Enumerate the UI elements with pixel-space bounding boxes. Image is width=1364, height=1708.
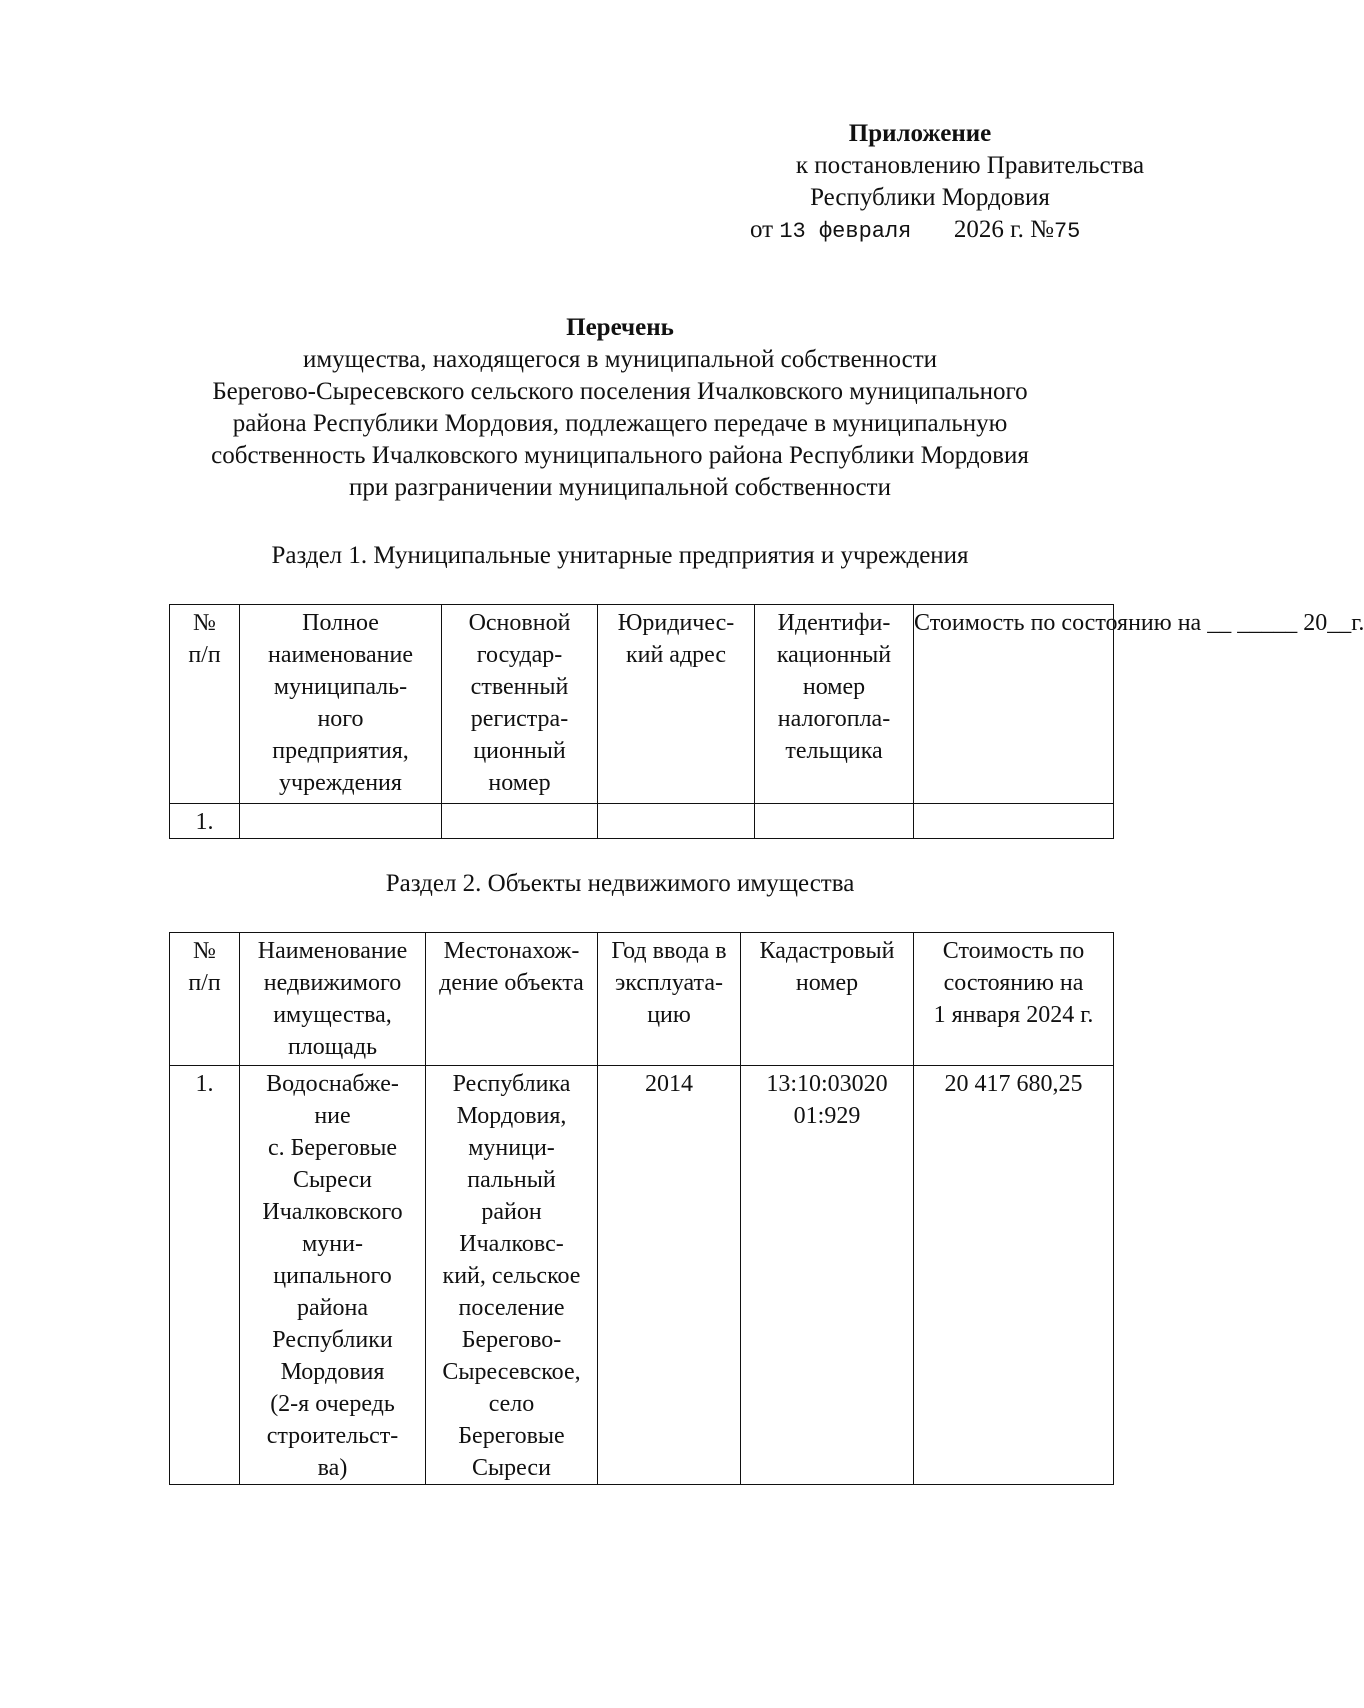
- section2-title: Раздел 2. Объекты недвижимого имущества: [385, 870, 855, 897]
- section2-header-row: [170, 933, 1114, 1066]
- table-row: [170, 1066, 1114, 1485]
- table-cell: [755, 804, 914, 839]
- section2-table: [169, 932, 1114, 1485]
- decree-number: 75: [1053, 219, 1081, 244]
- section1-header-row: [170, 605, 1114, 804]
- table-cell: 13:10:03020 01:929: [741, 1066, 914, 1485]
- section1-table: [169, 604, 1364, 839]
- table-cell: Республика Мордовия, муници- пальный район Ичалковс- кий, сельское поселение Берегово- Сыресевское, село Береговые Сыреси: [426, 1066, 598, 1485]
- heading-line: при разграничении муниципальной собственности: [349, 474, 891, 501]
- table-cell: [442, 804, 598, 839]
- header-cell: Идентифи- кационный номер налогопла- тельщика: [755, 605, 914, 804]
- date-prefix: от: [750, 216, 774, 243]
- header-cell: Стоимость по состоянию на 1 января 2024 г.: [914, 933, 1114, 1066]
- table-cell: 2014: [598, 1066, 741, 1485]
- document-heading: [140, 312, 1100, 504]
- document-title: Перечень: [566, 314, 674, 341]
- header-cell: Юридичес- кий адрес: [598, 605, 755, 804]
- header-cell: Стоимость по состоянию на __ _____ 20__г.: [914, 605, 1114, 804]
- header-cell: Местонахож- дение объекта: [426, 933, 598, 1066]
- table-cell: [914, 804, 1114, 839]
- table-cell: Водоснабже- ние с. Береговые Сыреси Ичалковского муни- ципального района Республики Мордовия (2-я очередь строительст- ва): [240, 1066, 426, 1485]
- date-value: 13 февраля: [779, 219, 912, 244]
- heading-line: Берегово-Сыресевского сельского поселения Ичалковского муниципального: [212, 378, 1028, 405]
- header-cell: Наименование недвижимого имущества, площадь: [240, 933, 426, 1066]
- table-row: [170, 804, 1114, 839]
- appendix-date-line: [750, 214, 1130, 248]
- header-cell: Год ввода в эксплуата- цию: [598, 933, 741, 1066]
- table-cell: [240, 804, 442, 839]
- table-cell: 1.: [170, 804, 240, 839]
- appendix-block: [690, 118, 1145, 248]
- table-cell: 20 417 680,25: [914, 1066, 1114, 1485]
- appendix-line-republic: Республики Мордовия: [810, 184, 1050, 211]
- header-cell: № п/п: [170, 933, 240, 1066]
- section1-title: Раздел 1. Муниципальные унитарные предприятия и учреждения: [271, 542, 969, 569]
- header-cell: № п/п: [170, 605, 240, 804]
- appendix-title: Приложение: [848, 120, 992, 147]
- year-suffix: 2026 г. №: [953, 216, 1054, 243]
- heading-line: района Республики Мордовия, подлежащего передаче в муниципальную: [232, 410, 1008, 437]
- header-cell: Основной государ- ственный регистра- ционный номер: [442, 605, 598, 804]
- table-cell: [598, 804, 755, 839]
- heading-line: имущества, находящегося в муниципальной собственности: [302, 346, 938, 373]
- header-cell: Полное наименование муниципаль- ного предприятия, учреждения: [240, 605, 442, 804]
- header-cell: Кадастровый номер: [741, 933, 914, 1066]
- table-cell: 1.: [170, 1066, 240, 1485]
- appendix-line-decree: к постановлению Правительства: [795, 152, 1145, 179]
- heading-line: собственность Ичалковского муниципального района Республики Мордовия: [211, 442, 1029, 469]
